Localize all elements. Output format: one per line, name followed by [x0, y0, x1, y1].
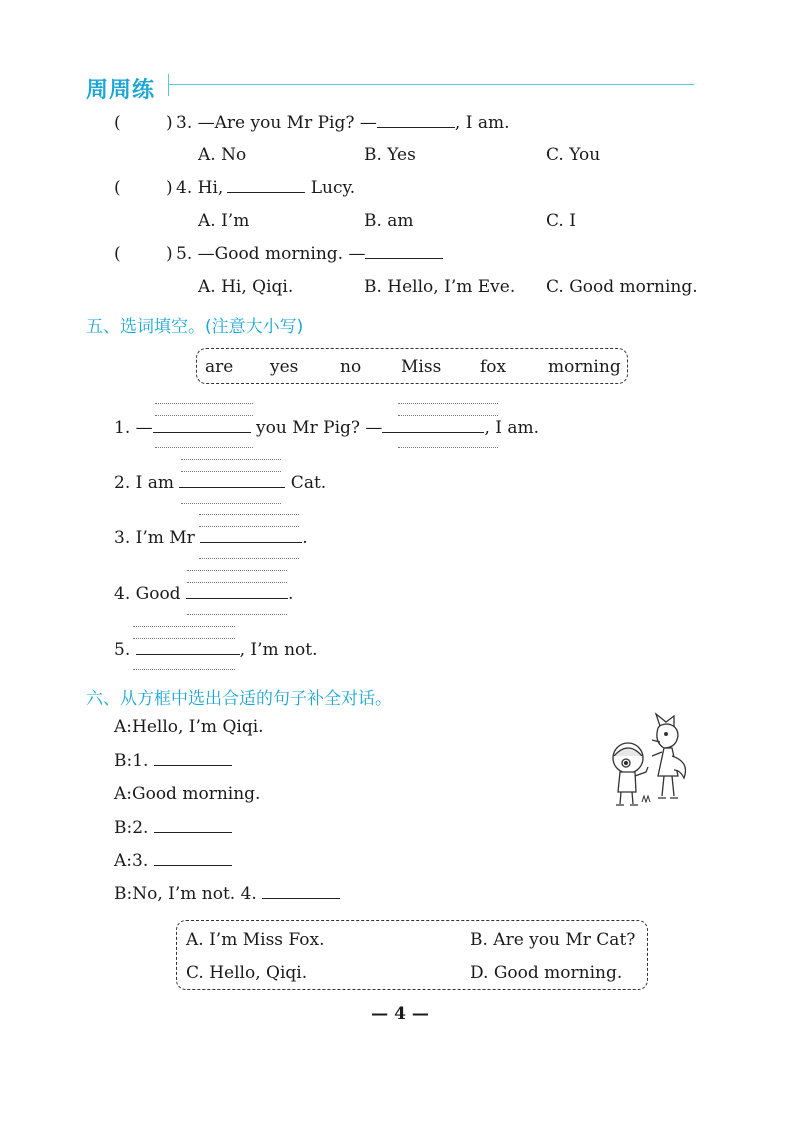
dialogue-line: B:2.	[114, 818, 232, 838]
word-bank-item: Miss	[401, 357, 442, 377]
dialogue-line: A:Hello, I’m Qiqi.	[114, 717, 264, 737]
header-divider-line	[168, 84, 694, 85]
guide-line	[398, 415, 498, 416]
fill-item-3: 3. I’m Mr .	[114, 528, 308, 548]
guide-line	[398, 447, 498, 448]
option-c[interactable]: C. I	[546, 211, 576, 231]
guide-line	[155, 403, 253, 404]
kid-figure	[613, 743, 648, 805]
guide-line	[155, 447, 253, 448]
option-b[interactable]: B. Hello, I’m Eve.	[364, 277, 516, 297]
guide-line	[199, 526, 299, 527]
answer-blank[interactable]	[262, 884, 340, 899]
guide-line	[199, 514, 299, 515]
guide-line	[187, 614, 287, 615]
guide-line	[181, 459, 281, 460]
fill-item-4: 4. Good .	[114, 584, 294, 604]
fill-item-5: 5. , I’m not.	[114, 640, 318, 660]
answer-paren-open: (	[114, 178, 121, 198]
word-bank-item: morning	[548, 357, 621, 377]
option-c[interactable]: C. Good morning.	[546, 277, 698, 297]
option-a[interactable]: A. Hi, Qiqi.	[198, 277, 294, 297]
cartoon-illustration	[604, 712, 696, 812]
answer-blank[interactable]	[382, 418, 484, 433]
answer-blank[interactable]	[154, 751, 232, 766]
guide-line	[199, 558, 299, 559]
word-bank-item: fox	[480, 357, 507, 377]
option-c[interactable]: C. You	[546, 145, 601, 165]
dialogue-line: A:Good morning.	[114, 784, 261, 804]
option-a[interactable]: A. I’m	[198, 211, 250, 231]
guide-line	[398, 403, 498, 404]
sentence-option-c: C. Hello, Qiqi.	[186, 963, 308, 983]
option-b[interactable]: B. Yes	[364, 145, 416, 165]
answer-blank[interactable]	[186, 584, 288, 599]
section-5-title: 五、选词填空。(注意大小写)	[86, 317, 304, 337]
word-bank-item: are	[205, 357, 234, 377]
answer-blank[interactable]	[136, 640, 240, 655]
question-stem: 5. —Good morning. —	[176, 244, 443, 264]
guide-line	[133, 626, 235, 627]
answer-paren-close: )	[166, 178, 173, 198]
guide-line	[133, 669, 235, 670]
answer-blank[interactable]	[377, 113, 455, 128]
answer-blank[interactable]	[227, 178, 305, 193]
answer-blank[interactable]	[154, 818, 232, 833]
guide-line	[133, 638, 235, 639]
answer-blank[interactable]	[200, 528, 302, 543]
answer-blank[interactable]	[365, 244, 443, 259]
sentence-option-b: B. Are you Mr Cat?	[470, 930, 636, 950]
guide-line	[187, 570, 287, 571]
guide-line	[187, 582, 287, 583]
sentence-option-d: D. Good morning.	[470, 963, 623, 983]
answer-paren-close: )	[166, 244, 173, 264]
answer-paren-close: )	[166, 113, 173, 133]
grass-marks	[642, 796, 650, 802]
page-number: — 4 —	[371, 1004, 429, 1024]
option-b[interactable]: B. am	[364, 211, 414, 231]
header-divider-tick	[168, 74, 169, 96]
option-a[interactable]: A. No	[198, 145, 247, 165]
question-stem: 3. —Are you Mr Pig? — , I am.	[176, 113, 510, 133]
dialogue-line: A:3.	[114, 851, 232, 871]
dialogue-line: B:1.	[114, 751, 232, 771]
fill-item-1: 1. — you Mr Pig? — , I am.	[114, 418, 540, 438]
guide-line	[155, 415, 253, 416]
answer-blank[interactable]	[153, 418, 251, 433]
question-stem: 4. Hi, Lucy.	[176, 178, 356, 198]
word-bank-item: no	[340, 357, 362, 377]
section-6-title: 六、从方框中选出合适的句子补全对话。	[86, 689, 392, 709]
answer-paren-open: (	[114, 113, 121, 133]
answer-blank[interactable]	[154, 851, 232, 866]
page-header-title: 周周练	[86, 78, 156, 103]
answer-blank[interactable]	[179, 473, 285, 488]
fox-figure	[652, 714, 686, 798]
fill-item-2: 2. I am Cat.	[114, 473, 327, 493]
guide-line	[181, 471, 281, 472]
sentence-option-a: A. I’m Miss Fox.	[186, 930, 325, 950]
guide-line	[181, 503, 281, 504]
word-bank-item: yes	[270, 357, 299, 377]
answer-paren-open: (	[114, 244, 121, 264]
dialogue-line: B:No, I’m not. 4.	[114, 884, 340, 904]
